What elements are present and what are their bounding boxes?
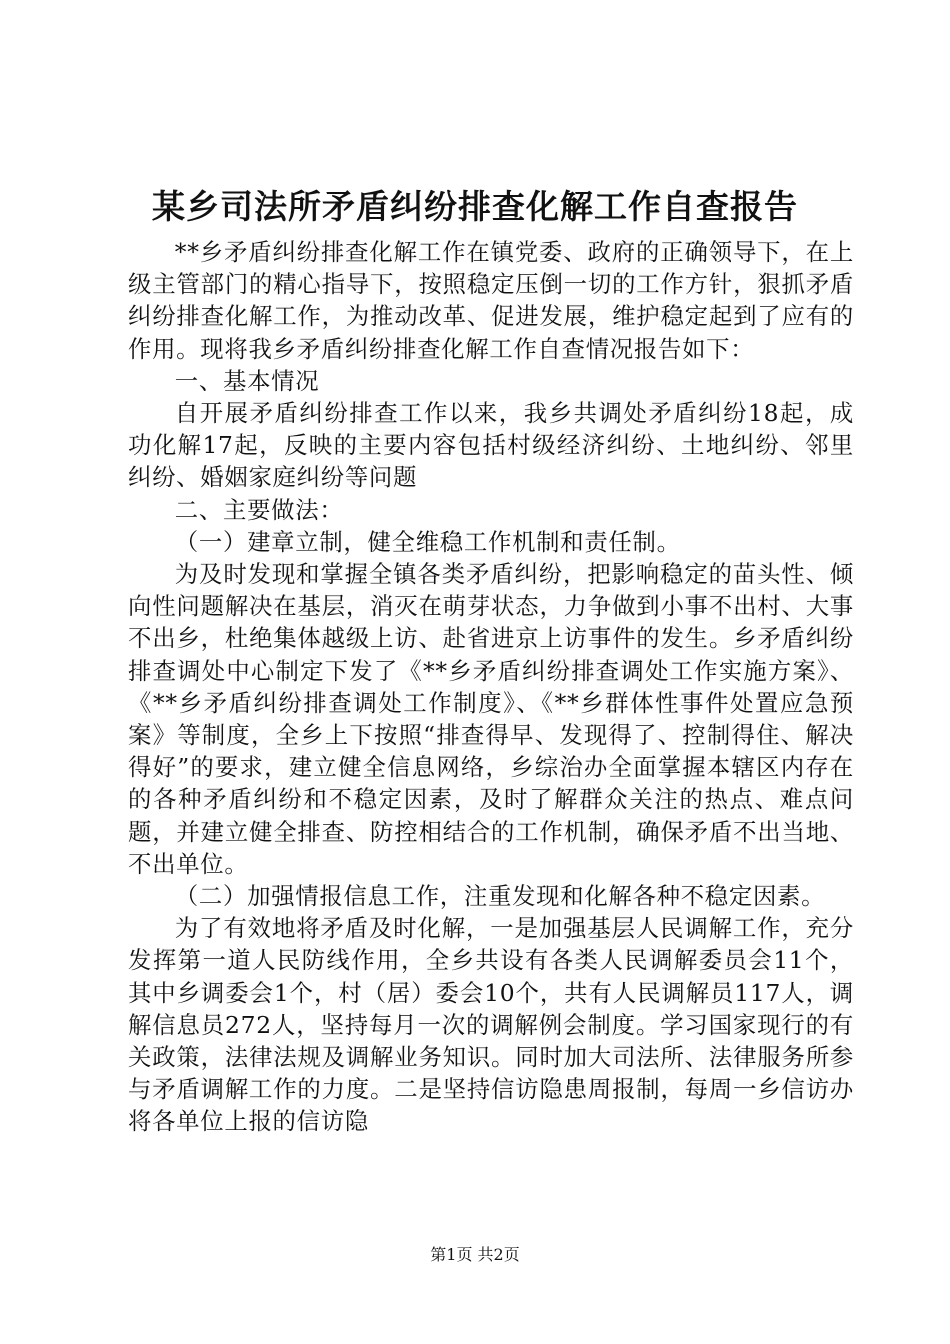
document-title: 某乡司法所矛盾纠纷排查化解工作自查报告 bbox=[152, 187, 798, 226]
document-body bbox=[128, 236, 854, 1138]
section-heading-main-practices: 二、主要做法： bbox=[174, 495, 344, 524]
subsection-2-paragraph: 为了有效地将矛盾及时化解，一是加强基层人民调解工作，充分发挥第一道人民防线作用，全乡共设有各类人民调解委员会11个，其中乡调委会1个，村（居）委会10个，共有人民调解员117人，调解信息员272人，坚持每月一次的调解例会制度。学习国家现行的有关政策，法律法规及调解业务知识。同时加大司法所、法律服务所参与矛盾调解工作的力度。二是坚持信访隐患周报制，每周一乡信访办将各单位上报的信访隐 bbox=[128, 914, 854, 1136]
subsection-heading-2: （二）加强情报信息工作，注重发现和化解各种不稳定因素。 bbox=[174, 882, 826, 911]
subsection-heading-1: （一）建章立制，健全维稳工作机制和责任制。 bbox=[174, 527, 681, 556]
intro-paragraph: **乡矛盾纠纷排查化解工作在镇党委、政府的正确领导下，在上级主管部门的精心指导下，按照稳定压倒一切的工作方针，狠抓矛盾纠纷排查化解工作，为推动改革、促进发展，维护稳定起到了应有的作用。现将我乡矛盾纠纷排查化解工作自查情况报告如下： bbox=[128, 238, 854, 363]
subsection-1-paragraph: 为及时发现和掌握全镇各类矛盾纠纷，把影响稳定的苗头性、倾向性问题解决在基层，消灭在萌芽状态，力争做到小事不出村、大事不出乡，杜绝集体越级上访、赴省进京上访事件的发生。乡矛盾纠纷排查调处中心制定下发了《**乡矛盾纠纷排查调处工作实施方案》、《**乡矛盾纠纷排查调处工作制度》、《**乡群体性事件处置应急预案》等制度，全乡上下按照“排查得早、发现得了、控制得住、解决得好”的要求，建立健全信息网络，乡综治办全面掌握本辖区内存在的各种矛盾纠纷和不稳定因素，及时了解群众关注的热点、难点问题，并建立健全排查、防控相结合的工作机制，确保矛盾不出当地、不出单位。 bbox=[128, 560, 854, 878]
page-number-footer: 第1页 共2页 bbox=[430, 1245, 520, 1264]
basic-situation-paragraph: 自开展矛盾纠纷排查工作以来，我乡共调处矛盾纠纷18起，成功化解17起，反映的主要内容包括村级经济纠纷、土地纠纷、邻里纠纷、婚姻家庭纠纷等问题 bbox=[128, 399, 854, 492]
section-heading-basic-situation: 一、基本情况 bbox=[174, 366, 320, 395]
